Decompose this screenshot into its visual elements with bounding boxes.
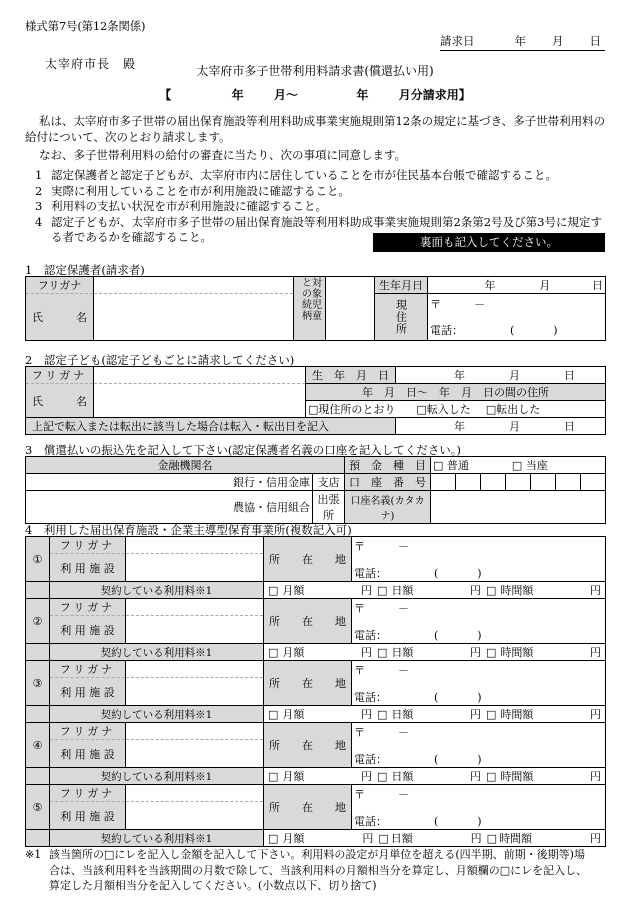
s2-birth-input[interactable]: [396, 367, 606, 384]
s2-checkbox-same[interactable]: □: [308, 403, 319, 416]
s1-furigana-input[interactable]: [94, 277, 294, 294]
s4-paren-close: ): [477, 814, 482, 828]
s1-name-label: 氏 名: [26, 294, 94, 341]
s4-fee-cell: [264, 830, 606, 847]
s4-postal-mark: 〒: [354, 663, 365, 677]
s4-furigana-label: フリガナ: [50, 661, 126, 678]
s4-fee-label: 契約している利用料※1: [50, 706, 264, 723]
s4-fee-label: 契約している利用料※1: [50, 830, 264, 847]
s4-yen-daily: 円: [470, 770, 481, 783]
claim-date-month: 月: [552, 34, 564, 48]
s1-birth-year: 年: [484, 279, 496, 292]
s4-facility-input[interactable]: [126, 616, 264, 644]
footnote-text-1: 該当箇所の□にレを記入し金額を記入して下さい。利用料の設定が月単位を超える(四半期、前期・後期等)場: [49, 848, 585, 861]
section1-table: [25, 276, 606, 341]
s2-label-same: 現住所のとおり: [318, 403, 396, 416]
s2-name-label: 氏 名: [26, 384, 94, 418]
s4-facility-input[interactable]: [126, 740, 264, 768]
s4-facility-label: 利 用 施 設: [50, 740, 126, 768]
s4-checkbox-hourly[interactable]: □: [486, 645, 497, 659]
s4-checkbox-hourly[interactable]: □: [486, 831, 498, 845]
s2-label-moved-out: 転出した: [496, 403, 541, 416]
s4-location-input[interactable]: [352, 599, 606, 644]
s4-checkbox-hourly[interactable]: □: [486, 769, 497, 783]
s2-label-moved-in: 転入した: [426, 403, 471, 416]
s3-bank-kind-1: 銀行・信用金庫: [233, 476, 310, 489]
s1-furigana-label: フリガナ: [26, 277, 94, 294]
s1-postal-dash: －: [474, 298, 485, 311]
s1-address-label-cell: [375, 294, 428, 341]
s3-account-digit[interactable]: [456, 474, 481, 491]
s4-location-input[interactable]: [352, 785, 606, 830]
s1-name-input[interactable]: [94, 294, 294, 341]
facility-mark-1: ①: [26, 537, 50, 582]
s4-postal-mark: 〒: [354, 787, 365, 801]
s4-yen-monthly: 円: [361, 770, 372, 783]
facility-block-row: [26, 537, 606, 554]
intro-paragraph-1: 私は、太宰府市多子世帯の届出保育施設等利用料助成事業実施規則第12条の規定に基づき、多子世帯利用料の給付について、次のとおり請求します。: [25, 114, 606, 144]
s4-yen-hourly: 円: [590, 646, 601, 659]
s4-paren-open: (: [434, 566, 439, 580]
s1-postal-mark: 〒: [430, 298, 441, 311]
s4-fee-cell: [264, 644, 606, 661]
s4-furigana-input[interactable]: [126, 599, 264, 616]
claim-date-day: 日: [589, 34, 601, 48]
condition-number: 2: [35, 183, 43, 198]
s4-furigana-input[interactable]: [126, 785, 264, 802]
facility-mark-spacer: [26, 830, 50, 847]
s4-checkbox-monthly[interactable]: □: [268, 645, 279, 659]
s3-account-digit[interactable]: [556, 474, 581, 491]
s4-location-input[interactable]: [352, 723, 606, 768]
s4-furigana-input[interactable]: [126, 537, 264, 554]
s4-fee-cell: [264, 706, 606, 723]
s4-label-daily: 日額: [391, 708, 414, 721]
claim-period-line: [0, 86, 630, 103]
facility-fee-row: [26, 582, 606, 599]
s4-furigana-label: フリガナ: [50, 723, 126, 740]
s4-label-hourly: 時間額: [500, 584, 534, 597]
s1-tel-label: 電話：: [430, 324, 463, 337]
s2-checkbox-moved-out[interactable]: □: [485, 403, 497, 416]
form-code: 様式第7号(第12条関係): [25, 19, 146, 33]
s2-birth-label: 生 年 月 日: [306, 367, 396, 384]
s4-checkbox-hourly[interactable]: □: [486, 583, 497, 597]
s3-label-futsu: 普通: [446, 459, 469, 472]
s4-yen-daily: 円: [470, 584, 481, 597]
s4-yen-monthly: 円: [361, 584, 372, 597]
s4-label-daily: 日額: [391, 770, 414, 783]
s4-checkbox-monthly[interactable]: □: [268, 769, 279, 783]
s3-account-name-input[interactable]: [431, 491, 606, 524]
s4-paren-open: (: [434, 690, 439, 704]
period-end-year: 年: [356, 88, 369, 102]
s1-address-input[interactable]: [428, 294, 606, 341]
s2-move-row-label: 上記で転入または転出に該当した場合は転入・転出日を記入: [26, 418, 396, 435]
s1-relation-label: 対象児童との続柄: [299, 277, 321, 322]
period-start-month: 月～: [273, 88, 298, 102]
s4-checkbox-monthly[interactable]: □: [268, 707, 279, 721]
s4-paren-close: ): [477, 628, 482, 642]
s4-yen-hourly: 円: [590, 770, 601, 783]
s4-label-monthly: 月額: [282, 646, 305, 659]
condition-number: 4: [35, 214, 43, 229]
period-open-bracket: 【: [159, 88, 172, 102]
facility-fee-row: [26, 830, 606, 847]
s2-birth-month: 月: [509, 369, 520, 382]
condition-text: 認定保護者と認定子どもが、太宰府市内に居住していることを市が住民基本台帳で確認すること。: [51, 168, 557, 182]
s4-checkbox-daily[interactable]: □: [378, 831, 389, 845]
s4-checkbox-daily[interactable]: □: [377, 645, 388, 659]
s3-bank-name-label: 金融機関名: [26, 457, 345, 474]
claim-date-year: 年: [514, 34, 526, 48]
s4-paren-open: (: [434, 814, 439, 828]
s4-tel-label: 電話：: [354, 566, 387, 580]
s4-checkbox-daily[interactable]: □: [377, 707, 388, 721]
section2-heading: 2 認定子ども(認定子どもごとに請求してください): [25, 353, 295, 367]
section2-table: [25, 366, 606, 435]
s4-postal-dash: －: [398, 601, 409, 615]
s4-fee-label: 契約している利用料※1: [50, 644, 264, 661]
claim-date-label: 請求日: [440, 34, 475, 48]
s4-checkbox-hourly[interactable]: □: [486, 707, 497, 721]
condition-text: 実際に利用していることを市が利用施設に確認すること。: [51, 183, 350, 198]
s4-facility-label: 利 用 施 設: [50, 616, 126, 644]
s3-bank-name-input-2[interactable]: [26, 491, 313, 524]
s4-facility-input[interactable]: [126, 554, 264, 582]
s4-checkbox-monthly[interactable]: □: [268, 831, 279, 845]
s4-label-daily: 日額: [391, 646, 414, 659]
s4-yen-hourly: 円: [590, 708, 601, 721]
facility-mark-5: ⑤: [26, 785, 50, 830]
facility-mark-spacer: [26, 644, 50, 661]
s2-period-address-label: 年 月 日～ 年 月 日の間の住所: [306, 384, 606, 401]
claim-date-line: [440, 33, 605, 51]
back-side-notice: 裏面も記入してください。: [373, 233, 605, 252]
s3-branch-label-1: 支店: [313, 474, 345, 491]
s4-yen-hourly: 円: [589, 832, 601, 845]
s4-paren-close: ): [477, 690, 482, 704]
section4-table: [25, 536, 606, 847]
footnote-mark: ※1: [25, 848, 42, 861]
s4-tel-label: 電話：: [354, 690, 387, 704]
s4-label-hourly: 時間額: [499, 832, 533, 845]
s3-account-digit[interactable]: [531, 474, 556, 491]
s4-furigana-label: フリガナ: [50, 537, 126, 554]
s1-tel-paren-close: ): [553, 324, 558, 337]
s4-yen-monthly: 円: [362, 832, 374, 845]
s4-fee-cell: [264, 768, 606, 785]
condition-item: [25, 199, 610, 215]
s1-birth-input[interactable]: [428, 277, 606, 294]
s4-label-monthly: 月額: [282, 770, 305, 783]
condition-text: 利用料の支払い状況を市が利用施設に確認すること。: [51, 199, 327, 213]
s4-location-label: 所 在 地: [264, 661, 352, 706]
s3-deposit-type-cell: [431, 457, 606, 474]
s4-yen-monthly: 円: [361, 708, 372, 721]
s2-move-day: 日: [564, 420, 575, 433]
s3-account-digit[interactable]: [431, 474, 456, 491]
s3-account-digit[interactable]: [481, 474, 506, 491]
s2-name-input[interactable]: [94, 384, 306, 418]
s4-label-daily: 日額: [390, 832, 413, 845]
s1-birth-month: 月: [539, 279, 551, 292]
footnote: [25, 847, 625, 894]
s2-birth-year: 年: [454, 369, 465, 382]
s3-bank-name-input-1[interactable]: [26, 474, 313, 491]
facility-fee-row: [26, 706, 606, 723]
s1-relation-input[interactable]: [326, 277, 375, 341]
s4-fee-label: 契約している利用料※1: [50, 768, 264, 785]
s4-furigana-input[interactable]: [126, 723, 264, 740]
condition-number: 1: [35, 168, 43, 182]
s2-address-status-cell: [306, 401, 606, 418]
s3-account-name-label: 口座名義(カタカナ): [345, 491, 431, 524]
s4-paren-close: ): [477, 566, 482, 580]
s4-fee-label: 契約している利用料※1: [50, 582, 264, 599]
condition-number: 3: [35, 199, 43, 213]
footnote-text-2: 合は、当該利用料を当該期間の月数で除して、当該利用料の月額相当分を算定し、月額欄の□にレを記入し、: [49, 863, 588, 877]
facility-fee-row: [26, 644, 606, 661]
s4-postal-mark: 〒: [354, 725, 365, 739]
s1-birth-label: 生年月日: [375, 277, 428, 294]
intro-paragraph-2: なお、多子世帯利用料の給付の審査に当たり、次の事項に同意します。: [39, 148, 407, 162]
footnote-text-3: 算定した月額相当分を記入してください。(小数点以下、切り捨て): [49, 879, 377, 892]
addressee: 太宰府市長 殿: [45, 57, 137, 71]
s1-address-label: 現住所: [394, 299, 408, 335]
s4-yen-daily: 円: [470, 832, 482, 845]
s4-location-label: 所 在 地: [264, 785, 352, 830]
s4-facility-label: 利 用 施 設: [50, 554, 126, 582]
s3-checkbox-futsu[interactable]: □: [433, 459, 444, 472]
s3-branch-label-2: 出張所: [313, 491, 345, 524]
document-title: 太宰府市多子世帯利用料請求書(償還払い用): [196, 64, 434, 78]
s4-facility-input[interactable]: [126, 802, 264, 830]
s4-tel-label: 電話：: [354, 752, 387, 766]
s4-facility-label: 利 用 施 設: [50, 802, 126, 830]
s2-birth-day: 日: [564, 369, 575, 382]
s4-label-daily: 日額: [391, 584, 414, 597]
s4-location-label: 所 在 地: [264, 599, 352, 644]
s2-checkbox-moved-in[interactable]: □: [416, 403, 427, 416]
s4-tel-label: 電話：: [354, 628, 387, 642]
s4-label-monthly: 月額: [282, 708, 305, 721]
s4-location-label: 所 在 地: [264, 723, 352, 768]
facility-mark-2: ②: [26, 599, 50, 644]
facility-mark-spacer: [26, 706, 50, 723]
condition-item: [25, 168, 610, 184]
s4-location-label: 所 在 地: [264, 537, 352, 582]
s4-yen-monthly: 円: [361, 646, 372, 659]
condition-item: [25, 184, 610, 200]
s4-postal-dash: －: [398, 663, 409, 677]
s2-move-month: 月: [509, 420, 520, 433]
s3-bank-kind-2: 農協・信用組合: [233, 501, 310, 514]
section4-heading: 4 利用した届出保育施設・企業主導型保育事業所(複数記入可): [25, 523, 352, 537]
s4-label-hourly: 時間額: [500, 646, 534, 659]
s4-location-input[interactable]: [352, 661, 606, 706]
s4-furigana-label: フリガナ: [50, 785, 126, 802]
s2-furigana-label: フリガナ: [26, 367, 94, 384]
s3-checkbox-toza[interactable]: □: [511, 459, 523, 472]
s2-furigana-input[interactable]: [94, 367, 306, 384]
s4-facility-input[interactable]: [126, 678, 264, 706]
s4-facility-label: 利 用 施 設: [50, 678, 126, 706]
s3-account-no-label: 口 座 番 号: [345, 474, 431, 491]
s4-yen-daily: 円: [470, 646, 481, 659]
s4-yen-hourly: 円: [590, 584, 601, 597]
facility-mark-spacer: [26, 582, 50, 599]
s4-furigana-label: フリガナ: [50, 599, 126, 616]
s4-postal-mark: 〒: [354, 601, 365, 615]
s4-paren-open: (: [434, 628, 439, 642]
s1-birth-day: 日: [592, 279, 603, 292]
facility-mark-3: ③: [26, 661, 50, 706]
s3-account-digit[interactable]: [581, 474, 606, 491]
s3-label-toza: 当座: [525, 459, 548, 472]
facility-block-row: [26, 723, 606, 740]
s4-furigana-input[interactable]: [126, 661, 264, 678]
s3-deposit-type-label: 預 金 種 目: [345, 457, 431, 474]
s4-paren-open: (: [434, 752, 439, 766]
s4-checkbox-daily[interactable]: □: [377, 769, 388, 783]
s4-tel-label: 電話：: [354, 814, 387, 828]
s4-postal-mark: 〒: [354, 539, 365, 553]
condition-text: 認定子どもが、太宰府市多子世帯の届出保育施設等利用料助成事業実施規則第2条第2号及び第3号に規定する者であるかを確認すること。: [51, 214, 602, 244]
s4-yen-daily: 円: [470, 708, 481, 721]
s4-postal-dash: －: [398, 725, 409, 739]
section3-table: [25, 456, 606, 524]
period-start-year: 年: [231, 88, 244, 102]
s4-label-monthly: 月額: [282, 832, 305, 845]
section1-heading: 1 認定保護者(請求者): [25, 263, 145, 277]
facility-mark-4: ④: [26, 723, 50, 768]
facility-fee-row: [26, 768, 606, 785]
s3-account-digit[interactable]: [506, 474, 531, 491]
facility-block-row: [26, 599, 606, 616]
facility-block-row: [26, 785, 606, 802]
s4-checkbox-monthly[interactable]: □: [268, 583, 279, 597]
s4-label-monthly: 月額: [282, 584, 305, 597]
s2-move-year: 年: [454, 420, 465, 433]
period-close: 月分請求用】: [398, 88, 471, 102]
s4-postal-dash: －: [398, 539, 409, 553]
s4-label-hourly: 時間額: [500, 770, 534, 783]
s1-tel-paren-open: (: [510, 324, 515, 337]
s1-relation-label-cell: [294, 277, 326, 322]
s4-label-hourly: 時間額: [500, 708, 534, 721]
s4-location-input[interactable]: [352, 537, 606, 582]
s4-postal-dash: －: [398, 787, 409, 801]
footnote-line-1: [25, 847, 625, 863]
s4-paren-close: ): [477, 752, 482, 766]
s4-checkbox-daily[interactable]: □: [377, 583, 388, 597]
s4-fee-cell: [264, 582, 606, 599]
s2-move-date-input[interactable]: [396, 418, 606, 435]
section3-heading: 3 償還払いの振込先を記入して下さい(認定保護者名義の口座を記入してください。): [25, 443, 462, 457]
facility-block-row: [26, 661, 606, 678]
facility-mark-spacer: [26, 768, 50, 785]
